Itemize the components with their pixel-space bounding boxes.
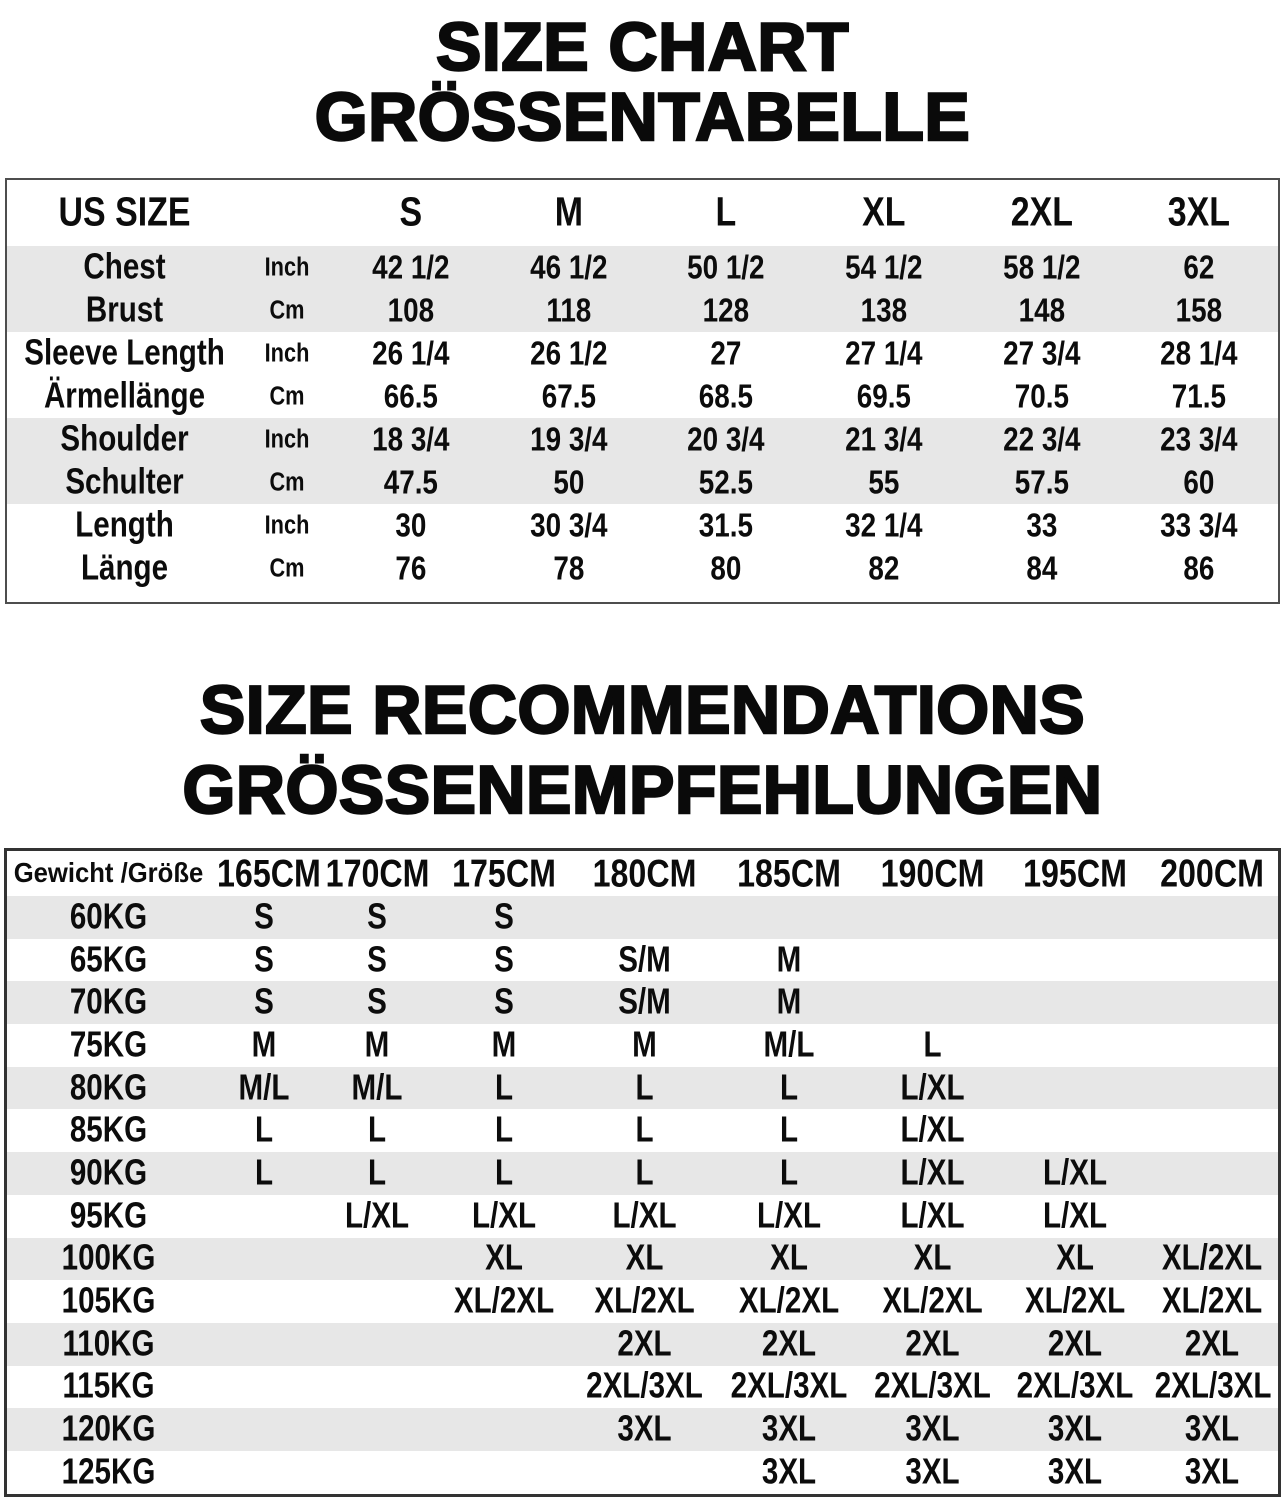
size-recommendation-cell: S [367,896,387,937]
measurement-value: 118 [546,291,591,329]
measurement-value: 158 [1175,291,1223,329]
size-recommendation-cell: S [494,982,514,1023]
measurement-row [7,418,1278,461]
size-column-header: S [399,189,423,236]
size-recommendation-cell: 3XL [617,1409,672,1450]
size-recommendation-cell: L/XL [900,1195,965,1236]
weight-row [7,1152,1278,1195]
measurement-value: 42 1/2 [372,248,450,286]
size-recommendation-cell: 3XL [1184,1451,1240,1492]
size-recommendation-cell: L/XL [756,1195,822,1236]
size-recommendation-cell: 3XL [1047,1409,1103,1450]
weight-label: 60KG [69,896,148,937]
size-recommendation-cell: M/L [351,1067,403,1108]
measurement-label: Ärmellänge [43,376,206,416]
size-reco-body [7,896,1278,1494]
size-chart-titles [0,0,1285,155]
weight-row [7,981,1278,1024]
measurement-value: 66.5 [383,377,438,415]
weight-label: 65KG [69,939,148,980]
measurement-label: Shoulder [60,419,189,459]
size-recommendation-cell: 2XL [761,1323,817,1364]
measurement-row [7,289,1278,332]
measurement-value: 148 [1018,291,1065,329]
size-recommendation-cell: XL/2XL [882,1281,983,1321]
size-recommendation-cell: L [254,1152,274,1193]
size-reco-table [4,848,1281,1497]
measurement-value: 58 1/2 [1002,248,1081,286]
size-recommendation-cell: 2XL [617,1323,672,1364]
size-chart-body [7,246,1278,590]
size-recommendation-cell: 2XL/3XL [1016,1366,1134,1407]
size-column-header: L [715,189,737,236]
size-recommendation-cell: XL/2XL [453,1281,555,1321]
size-recommendation-cell: 3XL [1047,1451,1103,1492]
unit-label: Cm [269,295,305,325]
size-recommendation-cell: XL/2XL [738,1281,840,1321]
measurement-value: 33 3/4 [1160,506,1238,544]
size-recommendation-cell: XL [913,1238,952,1279]
size-recommendation-cell: S/M [618,939,671,980]
size-recommendation-cell: S [254,939,274,980]
size-recommendation-cell: XL [625,1238,664,1279]
size-recommendation-cell: 3XL [905,1451,960,1492]
weight-row [7,1195,1278,1238]
measurement-row [7,375,1278,418]
size-chart-section [0,0,1285,604]
measurement-value: 78 [553,549,584,587]
size-recommendation-cell: L/XL [1042,1152,1108,1193]
us-size-header: US SIZE [58,189,191,236]
size-recommendation-cell: S [254,982,274,1023]
size-reco-title-de: GRÖSSENEMPFEHLUNGEN [182,752,1103,828]
size-chart-table [5,178,1280,604]
weight-row [7,1238,1278,1281]
size-recommendation-cell: XL [770,1238,808,1279]
size-reco-header-row [7,851,1278,896]
measurement-label: Sleeve Length [24,333,225,373]
measurement-value: 84 [1026,549,1057,587]
size-recommendation-cell: 2XL/3XL [1154,1366,1272,1407]
measurement-value: 30 [395,506,427,544]
measurement-label: Brust [85,290,164,330]
size-recommendation-cell: M [491,1024,517,1065]
measurement-value: 30 3/4 [529,506,608,544]
size-recommendation-cell: 2XL/3XL [730,1366,848,1407]
measurement-value: 70.5 [1014,377,1069,415]
measurement-value: 32 1/4 [845,506,923,544]
size-recommendation-cell: S [367,982,387,1023]
size-recommendation-cell: S [494,939,514,980]
size-recommendation-cell: XL [485,1238,523,1279]
size-recommendation-cell: 2XL/3XL [586,1366,703,1407]
weight-label: 80KG [69,1067,148,1108]
measurement-value: 52.5 [699,463,754,501]
size-recommendation-cell: L [494,1067,514,1108]
measurement-value: 76 [395,549,427,587]
measurement-value: 19 3/4 [529,420,608,458]
size-recommendation-cell: M [776,939,802,980]
measurement-value: 55 [868,463,900,501]
size-recommendations-section [0,670,1285,1497]
measurement-row [7,504,1278,547]
size-recommendation-cell: S [494,896,514,937]
measurement-band [7,504,1278,590]
weight-label: 85KG [69,1110,148,1151]
size-recommendation-cell: L/XL [344,1195,410,1236]
measurement-value: 21 3/4 [845,420,923,458]
measurement-value: 27 3/4 [1002,334,1081,372]
size-column-header: M [554,189,583,236]
measurement-row [7,461,1278,504]
measurement-band [7,332,1278,418]
size-recommendation-cell: L [367,1152,387,1193]
measurement-row [7,246,1278,289]
size-recommendation-cell: L/XL [900,1152,965,1193]
weight-label: 100KG [61,1238,156,1279]
size-chart-title-en: SIZE CHART [436,9,849,85]
size-recommendation-cell: L [779,1110,799,1151]
weight-label: 125KG [61,1451,156,1492]
measurement-label: Schulter [65,462,184,502]
measurement-value: 33 [1026,506,1057,544]
weight-row [7,1366,1278,1409]
size-recommendation-cell: L [635,1152,654,1193]
size-recommendation-cell: L/XL [612,1195,677,1236]
unit-label: Inch [264,252,310,282]
weight-label: 120KG [61,1409,156,1450]
measurement-band [7,418,1278,504]
measurement-value: 86 [1183,549,1215,587]
size-recommendation-cell: 3XL [905,1409,960,1450]
size-recommendation-cell: L [635,1067,654,1108]
height-column-header: 165CM [217,851,321,895]
size-recommendation-cell: XL/2XL [1161,1281,1263,1321]
measurement-value: 68.5 [699,377,754,415]
unit-label: Cm [269,467,305,497]
weight-row [7,1451,1278,1494]
size-recommendation-cell: 3XL [761,1451,817,1492]
height-column-header: 200CM [1160,851,1264,895]
size-recommendation-cell: 3XL [761,1409,817,1450]
size-column-header: XL [862,189,906,236]
measurement-row [7,547,1278,590]
measurement-value: 27 [710,334,742,372]
size-recommendation-cell: 2XL [1047,1323,1103,1364]
measurement-value: 82 [868,549,900,587]
size-reco-titles [0,670,1285,830]
size-recommendation-cell: L [779,1067,799,1108]
size-recommendation-cell: S [254,896,274,937]
size-recommendation-cell: S/M [618,982,671,1023]
measurement-value: 23 3/4 [1160,420,1238,458]
measurement-band [7,246,1278,332]
size-recommendation-cell: L [254,1110,274,1151]
size-chart-title-de: GRÖSSENTABELLE [314,79,971,155]
size-recommendation-cell: M [364,1024,390,1065]
size-recommendation-cell: 2XL [905,1323,960,1364]
weight-label: 90KG [69,1152,148,1193]
measurement-value: 108 [387,291,435,329]
measurement-value: 50 [553,463,584,501]
size-recommendation-cell: L [494,1110,514,1151]
size-recommendation-cell: L [779,1152,799,1193]
size-recommendation-cell: L/XL [900,1067,965,1108]
size-recommendation-cell: M/L [238,1067,290,1108]
height-column-header: 185CM [737,851,841,895]
weight-row [7,1067,1278,1110]
measurement-row [7,332,1278,375]
measurement-label: Length [75,505,174,545]
size-recommendation-cell: XL/2XL [1024,1281,1126,1321]
size-recommendation-cell: XL/2XL [1161,1238,1263,1279]
size-column-header: 3XL [1168,189,1231,236]
size-recommendation-cell: M [632,1024,657,1065]
weight-row [7,1408,1278,1451]
measurement-label: Chest [83,247,166,287]
measurement-value: 28 1/4 [1160,334,1238,372]
size-recommendation-cell: S [367,939,387,980]
size-reco-title-en: SIZE RECOMMENDATIONS [199,672,1086,748]
size-recommendation-cell: L/XL [1042,1195,1108,1236]
unit-label: Cm [269,553,305,583]
weight-label: 115KG [62,1366,155,1407]
size-recommendation-cell: L [923,1024,942,1065]
height-column-header: 190CM [880,851,985,895]
measurement-value: 22 3/4 [1002,420,1081,458]
size-recommendation-cell: L [635,1110,654,1151]
measurement-value: 27 1/4 [845,334,923,372]
measurement-value: 50 1/2 [687,248,765,286]
measurement-label: Länge [80,548,169,588]
size-recommendation-cell: 2XL [1184,1323,1240,1364]
size-recommendation-cell: XL [1056,1238,1094,1279]
measurement-value: 31.5 [699,506,754,544]
measurement-value: 67.5 [541,377,596,415]
weight-row [7,1280,1278,1323]
weight-label: 95KG [69,1195,148,1236]
measurement-value: 18 3/4 [372,420,450,458]
measurement-value: 80 [710,549,742,587]
size-recommendation-cell: M [776,982,802,1023]
size-recommendation-cell: L/XL [471,1195,537,1236]
weight-row [7,1323,1278,1366]
unit-label: Inch [264,424,310,454]
measurement-value: 54 1/2 [845,248,923,286]
measurement-value: 138 [860,291,908,329]
weight-label: 70KG [69,982,148,1023]
size-recommendation-cell: M [251,1024,277,1065]
height-column-header: 170CM [325,851,430,895]
measurement-value: 60 [1183,463,1215,501]
height-column-header: 180CM [592,851,697,895]
size-recommendation-cell: M/L [763,1024,815,1065]
size-recommendation-cell: L/XL [900,1110,965,1151]
measurement-value: 46 1/2 [529,248,608,286]
weight-row [7,896,1278,939]
size-recommendation-cell: 2XL/3XL [874,1366,991,1407]
measurement-value: 57.5 [1014,463,1069,501]
unit-label: Inch [264,510,310,540]
weight-label: 75KG [69,1024,148,1065]
unit-label: Cm [269,381,305,411]
measurement-value: 26 1/2 [529,334,608,372]
measurement-value: 20 3/4 [687,420,765,458]
size-recommendation-cell: L [494,1152,514,1193]
weight-row [7,939,1278,982]
size-column-header: 2XL [1010,189,1073,236]
weight-height-corner-label: Gewicht /Größe [13,857,204,889]
size-recommendation-cell: L [367,1110,387,1151]
size-recommendation-cell: XL/2XL [594,1281,695,1321]
size-recommendation-cell: 3XL [1184,1409,1240,1450]
measurement-value: 47.5 [383,463,438,501]
measurement-value: 26 1/4 [372,334,450,372]
weight-row [7,1024,1278,1067]
height-column-header: 175CM [452,851,556,895]
height-column-header: 195CM [1023,851,1127,895]
unit-label: Inch [264,338,310,368]
measurement-value: 62 [1183,248,1215,286]
weight-label: 105KG [61,1281,156,1321]
weight-label: 110KG [62,1323,155,1364]
measurement-value: 128 [702,291,750,329]
measurement-value: 71.5 [1172,377,1227,415]
size-chart-header-row [7,180,1278,246]
measurement-value: 69.5 [856,377,911,415]
weight-row [7,1109,1278,1152]
